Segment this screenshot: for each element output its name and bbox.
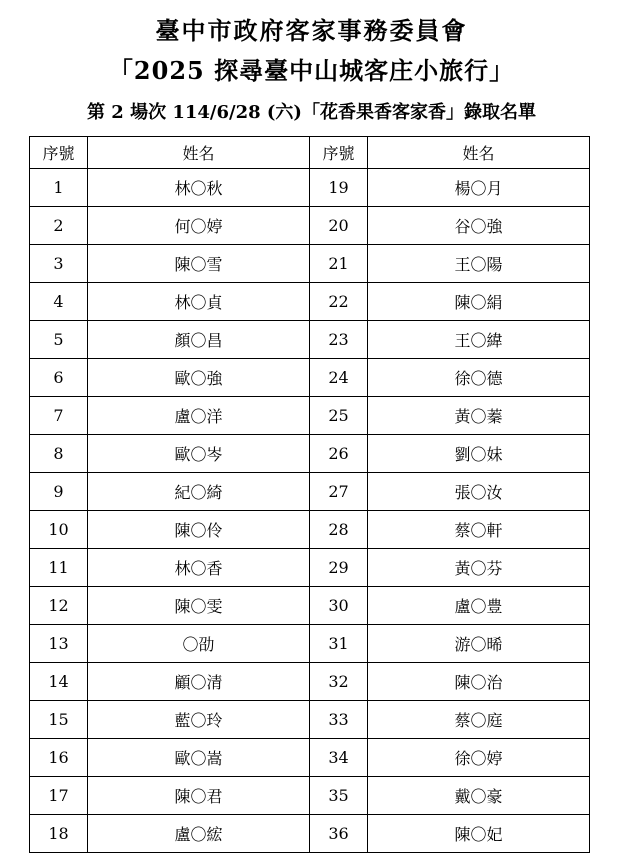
participant-name: 歐〇強 (88, 359, 310, 397)
participant-number: 22 (310, 283, 368, 321)
participant-number: 32 (310, 663, 368, 701)
participant-name: 王〇陽 (368, 245, 590, 283)
participant-name: 藍〇玲 (88, 701, 310, 739)
table-row (30, 549, 590, 587)
participant-name: 林〇貞 (88, 283, 310, 321)
participant-name: 徐〇德 (368, 359, 590, 397)
table-row (30, 321, 590, 359)
participant-number: 3 (30, 245, 88, 283)
participant-number: 15 (30, 701, 88, 739)
participant-name: 盧〇綋 (88, 815, 310, 853)
participant-number: 27 (310, 473, 368, 511)
participant-name: 陳〇絹 (368, 283, 590, 321)
participant-number: 12 (30, 587, 88, 625)
participant-name: 張〇汝 (368, 473, 590, 511)
participant-number: 34 (310, 739, 368, 777)
participant-number: 8 (30, 435, 88, 473)
table-header-row (30, 137, 590, 169)
participant-name: 盧〇豊 (368, 587, 590, 625)
participant-name: 顧〇清 (88, 663, 310, 701)
participant-number: 9 (30, 473, 88, 511)
table-row (30, 435, 590, 473)
table-row (30, 511, 590, 549)
participant-name: 林〇秋 (88, 169, 310, 207)
admission-list-table (29, 136, 590, 853)
participant-name: 黃〇蓁 (368, 397, 590, 435)
participant-name: 陳〇治 (368, 663, 590, 701)
participant-name: 顏〇昌 (88, 321, 310, 359)
column-header-name: 姓名 (88, 137, 310, 169)
participant-name: 劉〇妹 (368, 435, 590, 473)
participant-number: 4 (30, 283, 88, 321)
participant-number: 28 (310, 511, 368, 549)
participant-name: 何〇婷 (88, 207, 310, 245)
table-row (30, 587, 590, 625)
participant-name: 紀〇綺 (88, 473, 310, 511)
participant-name: 陳〇雪 (88, 245, 310, 283)
table-row (30, 359, 590, 397)
participant-number: 7 (30, 397, 88, 435)
table-row (30, 397, 590, 435)
session-subtitle: 第 2 場次 114/6/28 (六)「花香果香客家香」錄取名單 (87, 102, 536, 123)
participant-name: 谷〇強 (368, 207, 590, 245)
participant-number: 36 (310, 815, 368, 853)
column-header-name: 姓名 (368, 137, 590, 169)
participant-name: 歐〇嵩 (88, 739, 310, 777)
participant-name: 楊〇月 (368, 169, 590, 207)
table-row (30, 815, 590, 853)
participant-name: 歐〇岑 (88, 435, 310, 473)
participant-number: 11 (30, 549, 88, 587)
participant-number: 6 (30, 359, 88, 397)
participant-name: 徐〇婷 (368, 739, 590, 777)
participant-number: 17 (30, 777, 88, 815)
table-row (30, 245, 590, 283)
participant-name: 王〇緯 (368, 321, 590, 359)
table-row (30, 701, 590, 739)
table-row (30, 473, 590, 511)
participant-number: 20 (310, 207, 368, 245)
table-row (30, 663, 590, 701)
table-row (30, 777, 590, 815)
participant-number: 25 (310, 397, 368, 435)
participant-name: 戴〇豪 (368, 777, 590, 815)
participant-number: 5 (30, 321, 88, 359)
participant-number: 10 (30, 511, 88, 549)
table-body (30, 169, 590, 853)
event-title: 「2025 探尋臺中山城客庄小旅行」 (108, 56, 515, 85)
document-title: 臺中市政府客家事務委員會 (155, 16, 468, 45)
participant-number: 29 (310, 549, 368, 587)
table-row (30, 283, 590, 321)
participant-name: 盧〇洋 (88, 397, 310, 435)
participant-number: 35 (310, 777, 368, 815)
participant-name: 陳〇伶 (88, 511, 310, 549)
participant-name: 黃〇芬 (368, 549, 590, 587)
participant-name: 蔡〇庭 (368, 701, 590, 739)
column-header-number: 序號 (310, 137, 368, 169)
participant-name: 陳〇君 (88, 777, 310, 815)
participant-number: 24 (310, 359, 368, 397)
participant-number: 26 (310, 435, 368, 473)
table-row (30, 207, 590, 245)
participant-number: 1 (30, 169, 88, 207)
participant-name: 蔡〇軒 (368, 511, 590, 549)
column-header-number: 序號 (30, 137, 88, 169)
participant-number: 31 (310, 625, 368, 663)
participant-number: 33 (310, 701, 368, 739)
participant-number: 16 (30, 739, 88, 777)
table-row (30, 169, 590, 207)
table-row (30, 739, 590, 777)
participant-number: 14 (30, 663, 88, 701)
participant-name: 林〇香 (88, 549, 310, 587)
participant-name: 陳〇雯 (88, 587, 310, 625)
table-row (30, 625, 590, 663)
participant-number: 23 (310, 321, 368, 359)
participant-number: 19 (310, 169, 368, 207)
participant-number: 18 (30, 815, 88, 853)
participant-name: 陳〇妃 (368, 815, 590, 853)
participant-number: 2 (30, 207, 88, 245)
participant-name: 〇劭 (88, 625, 310, 663)
participant-number: 30 (310, 587, 368, 625)
participant-number: 21 (310, 245, 368, 283)
participant-number: 13 (30, 625, 88, 663)
participant-name: 游〇晞 (368, 625, 590, 663)
